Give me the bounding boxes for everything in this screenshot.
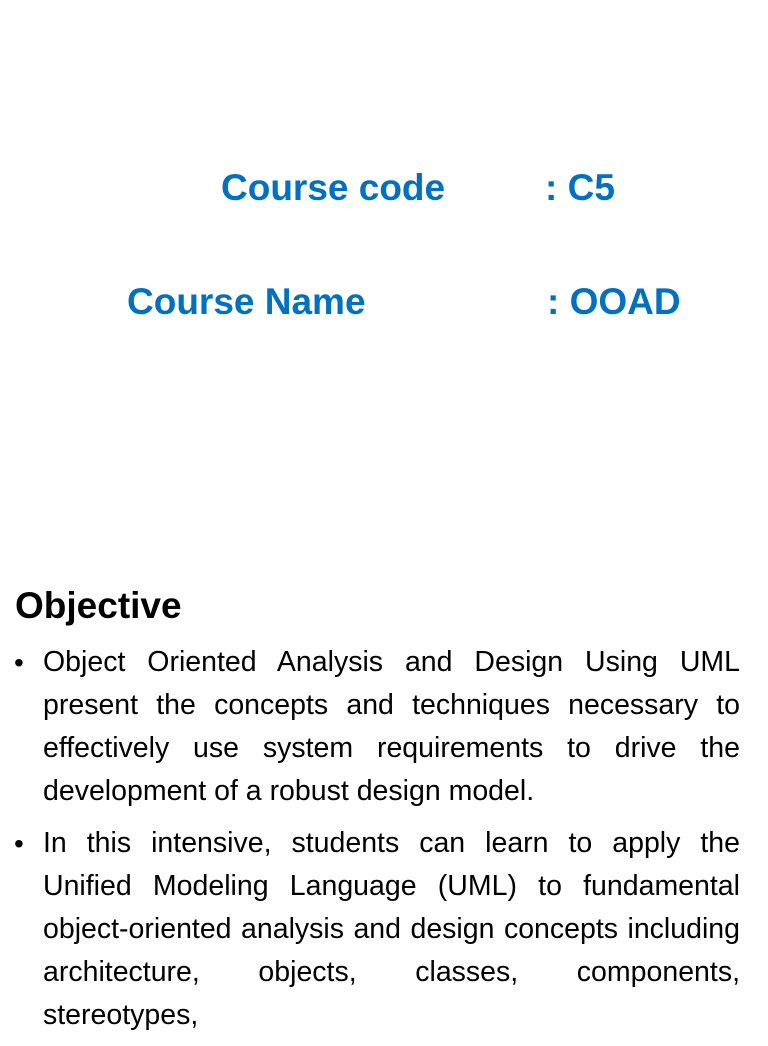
course-name-label: Course Name xyxy=(127,281,366,322)
course-name-value: : OOAD xyxy=(547,281,681,322)
bullet-dot-icon: • xyxy=(14,647,24,678)
objective-bullet-list xyxy=(14,641,740,1046)
course-code-label: Course code xyxy=(221,167,446,208)
objective-bullet xyxy=(14,822,740,1037)
objective-bullet-text: In this intensive, students can learn to apply the Unified Modeling Language (UML) to fundamental object-oriented analysis and design concepts including architecture, objects, classes, components, stereotypes, xyxy=(43,827,740,1031)
objective-slide xyxy=(0,575,768,1031)
objective-bullet-text: Object Oriented Analysis and Design Using UML present the concepts and techniques necessary to effectively use system requirements to drive the development of a robust design model. xyxy=(43,646,740,807)
course-code-value: : C5 xyxy=(545,167,615,208)
bullet-dot-icon: • xyxy=(14,828,24,859)
objective-heading: Objective xyxy=(15,585,182,626)
objective-bullet xyxy=(14,641,740,813)
